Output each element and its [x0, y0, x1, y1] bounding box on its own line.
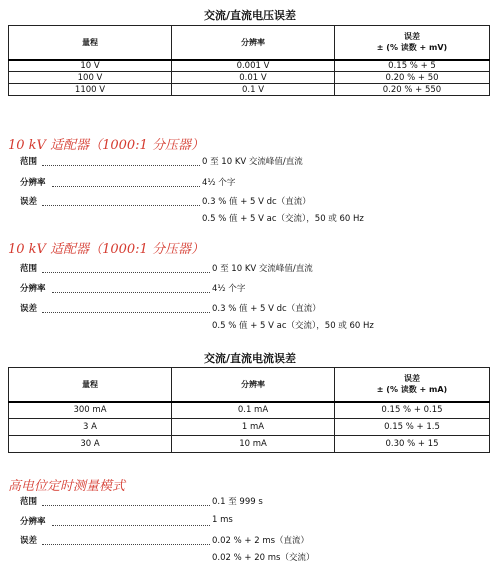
- dot-leader: [42, 205, 200, 206]
- cell-range: 30 A: [9, 436, 172, 453]
- timing-error-line2: 0.02 % + 20 ms（交流）: [212, 553, 315, 563]
- cell-error: 0.15 % + 1.5: [335, 419, 490, 436]
- table-header-row: [9, 26, 490, 60]
- col-error-header-line1: 误差: [404, 374, 420, 384]
- col-error-header: [335, 26, 490, 60]
- table-row: [9, 419, 490, 436]
- cell-resolution: 10 mA: [172, 436, 335, 453]
- adapter1-error-label: 误差: [20, 197, 38, 207]
- cell-resolution: 0.001 V: [172, 60, 335, 72]
- adapter1-range-value: 0 至 10 KV 交流峰值/直流: [202, 157, 303, 167]
- table-header-row: [9, 368, 490, 402]
- timing-title: 高电位定时测量模式: [8, 479, 126, 494]
- adapter2-error-line1: 0.3 % 值 + 5 V dc（直流）: [212, 304, 321, 314]
- adapter1-resolution-value: 4½ 个字: [202, 178, 236, 188]
- table-row: [9, 72, 490, 84]
- cell-error: 0.30 % + 15: [335, 436, 490, 453]
- cell-error: 0.20 % + 550: [335, 84, 490, 96]
- timing-resolution-label: 分辨率: [20, 517, 46, 527]
- adapter1-error-line1: 0.3 % 值 + 5 V dc（直流）: [202, 197, 311, 207]
- cell-resolution: 0.01 V: [172, 72, 335, 84]
- adapter2-range-value: 0 至 10 KV 交流峰值/直流: [212, 264, 313, 274]
- timing-error-label: 误差: [20, 536, 38, 546]
- voltage-table-title: 交流/直流电压误差: [203, 9, 297, 22]
- col-error-header-line2: ± (% 读数 + mV): [376, 43, 448, 53]
- dot-leader: [52, 292, 210, 293]
- current-table: [8, 367, 490, 453]
- col-error-header-line2: ± (% 读数 + mA): [376, 385, 448, 395]
- table-row: [9, 402, 490, 419]
- dot-leader: [42, 505, 210, 506]
- table-row: [9, 60, 490, 72]
- timing-range-label: 范围: [20, 497, 38, 507]
- adapter2-resolution-label: 分辨率: [20, 284, 46, 294]
- current-table-title: 交流/直流电流误差: [203, 352, 297, 365]
- col-error-header-line1: 误差: [404, 32, 420, 42]
- cell-range: 1100 V: [9, 84, 172, 96]
- cell-error: 0.15 % + 5: [335, 60, 490, 72]
- dot-leader: [52, 186, 200, 187]
- voltage-table: [8, 25, 490, 96]
- cell-resolution: 0.1 V: [172, 84, 335, 96]
- cell-range: 3 A: [9, 419, 172, 436]
- cell-resolution: 1 mA: [172, 419, 335, 436]
- cell-range: 100 V: [9, 72, 172, 84]
- cell-resolution: 0.1 mA: [172, 402, 335, 419]
- adapter2-range-label: 范围: [20, 264, 38, 274]
- adapter1-range-label: 范围: [20, 157, 38, 167]
- adapter1-resolution-label: 分辨率: [20, 178, 46, 188]
- timing-resolution-value: 1 ms: [212, 515, 233, 525]
- dot-leader: [42, 272, 210, 273]
- col-resolution-header: 分辨率: [172, 26, 335, 60]
- table-row: [9, 84, 490, 96]
- cell-error: 0.15 % + 0.15: [335, 402, 490, 419]
- timing-range-value: 0.1 至 999 s: [212, 497, 263, 507]
- dot-leader: [42, 312, 210, 313]
- table-row: [9, 436, 490, 453]
- col-range-header: 量程: [9, 368, 172, 402]
- cell-range: 10 V: [9, 60, 172, 72]
- col-range-header: 量程: [9, 26, 172, 60]
- col-resolution-header: 分辨率: [172, 368, 335, 402]
- timing-error-line1: 0.02 % + 2 ms（直流）: [212, 536, 310, 546]
- dot-leader: [42, 544, 210, 545]
- adapter2-title: 10 kV 适配器（1000:1 分压器）: [8, 242, 204, 257]
- adapter1-error-line2: 0.5 % 值 + 5 V ac（交流），50 或 60 Hz: [202, 214, 364, 224]
- dot-leader: [42, 165, 200, 166]
- dot-leader: [52, 525, 210, 526]
- adapter1-title: 10 kV 适配器（1000:1 分压器）: [8, 138, 204, 153]
- cell-error: 0.20 % + 50: [335, 72, 490, 84]
- col-error-header: [335, 368, 490, 402]
- adapter2-resolution-value: 4½ 个字: [212, 284, 246, 294]
- adapter2-error-line2: 0.5 % 值 + 5 V ac（交流），50 或 60 Hz: [212, 321, 374, 331]
- cell-range: 300 mA: [9, 402, 172, 419]
- adapter2-error-label: 误差: [20, 304, 38, 314]
